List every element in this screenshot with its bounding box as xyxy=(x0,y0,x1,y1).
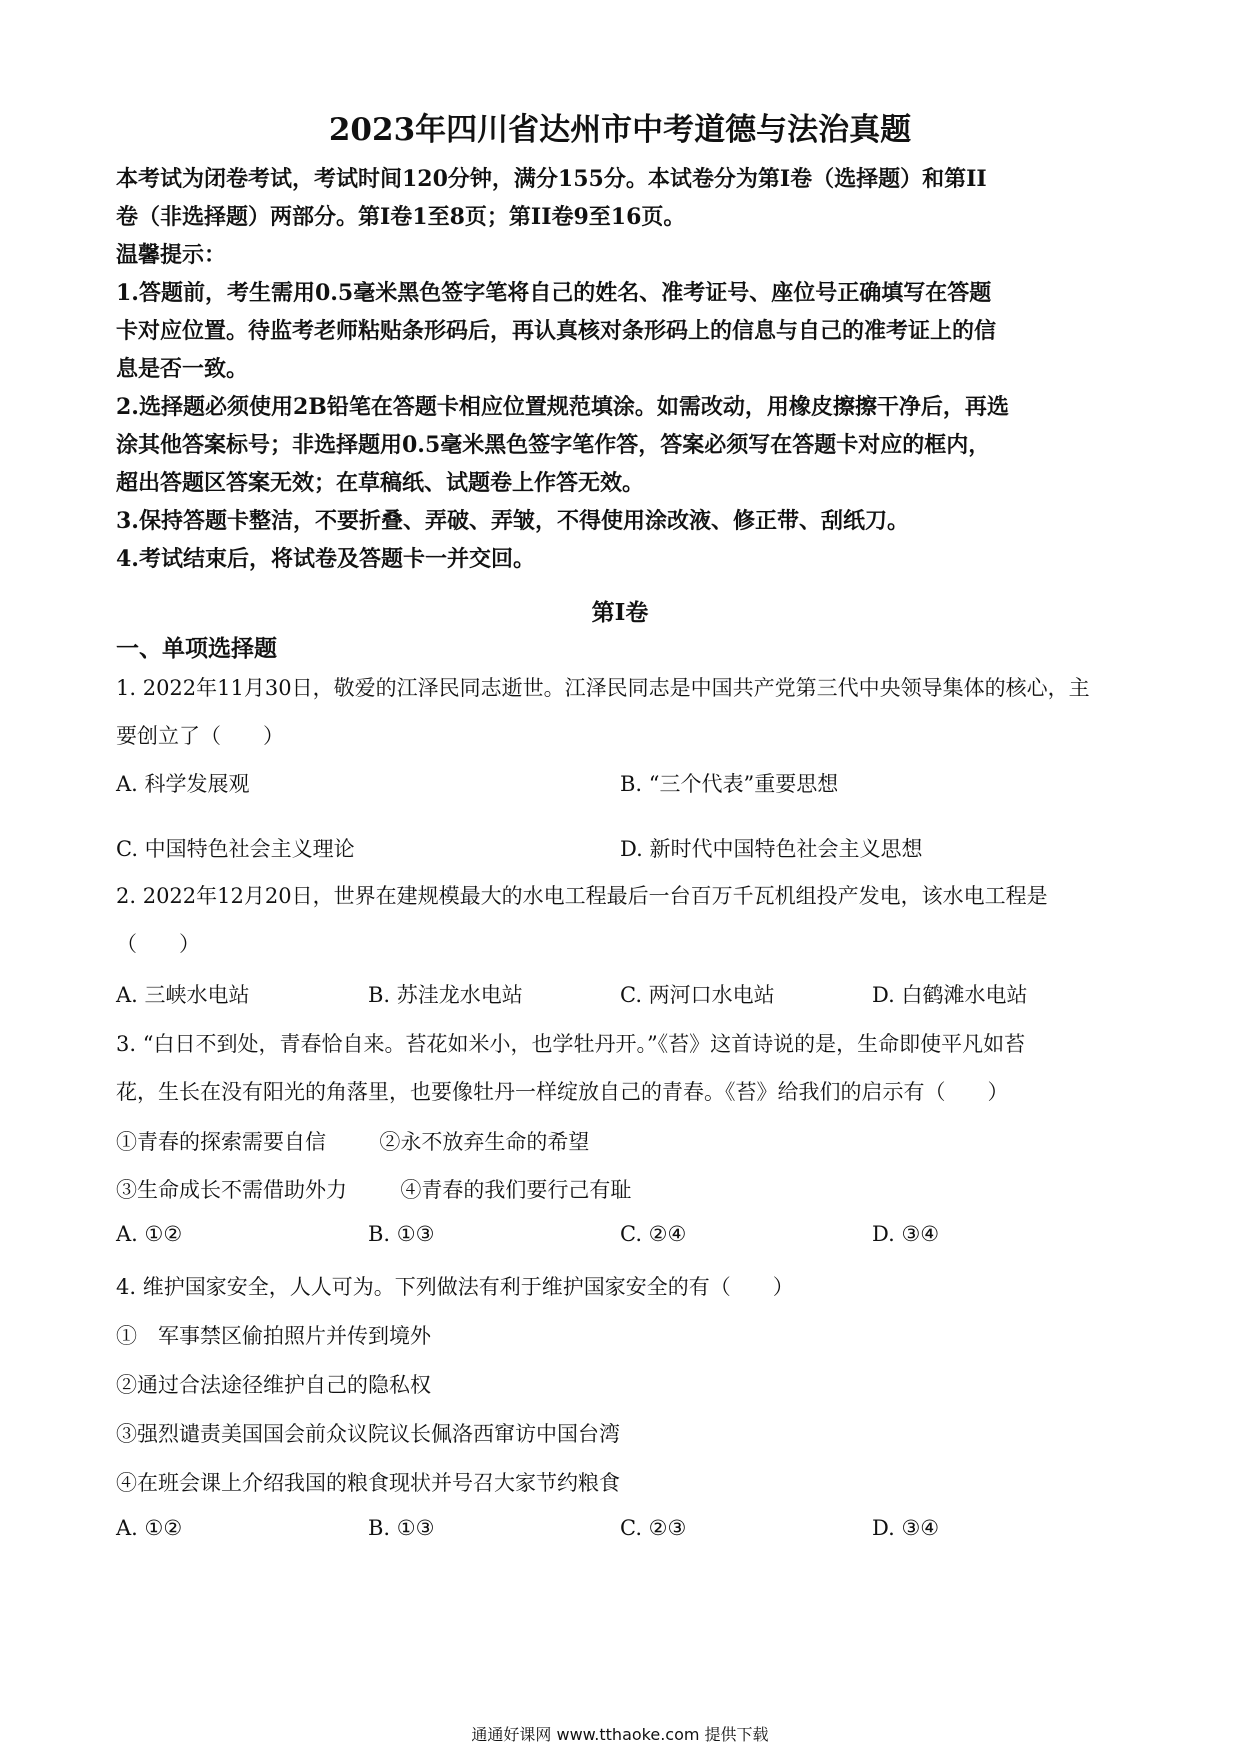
question-text: 1. 2022年11月30日，敬爱的江泽民同志逝世。江泽民同志是中国共产党第三代中央领导集体的核心，主 xyxy=(116,676,1090,700)
statement-3: ③强烈谴责美国国会前众议院议长佩洛西窜访中国台湾 xyxy=(116,1422,620,1446)
question-text: 要创立了（ ） xyxy=(116,724,284,748)
question-1-options-row-2 xyxy=(116,833,1136,873)
option-b: B. “三个代表”重要思想 xyxy=(620,772,839,796)
question-1-options-row-1 xyxy=(116,768,1136,808)
question-2 xyxy=(116,872,1136,968)
option-c: C. 中国特色社会主义理论 xyxy=(116,837,355,861)
question-text: 花，生长在没有阳光的角落里，也要像牡丹一样绽放自己的青春。《苔》给我们的启示有（ ） xyxy=(116,1080,1009,1104)
tip-line: 2.选择题必须使用2B铅笔在答题卡相应位置规范填涂。如需改动，用橡皮擦擦干净后，再选 xyxy=(116,394,1009,420)
option-a: A. 科学发展观 xyxy=(116,772,250,796)
question-4-options xyxy=(116,1516,1136,1556)
tip-line: 超出答题区答案无效；在草稿纸、试题卷上作答无效。 xyxy=(116,470,645,496)
option-d: D. 白鹤滩水电站 xyxy=(872,983,1028,1007)
footer-credit: 通通好课网 www.tthaoke.com 提供下载 xyxy=(471,1725,769,1744)
statement-2: ②永不放弃生命的希望 xyxy=(379,1130,590,1154)
tip-line: 4.考试结束后，将试卷及答题卡一并交回。 xyxy=(116,546,535,572)
statement-1: ①青春的探索需要自信 xyxy=(116,1130,326,1154)
option-a: A. 三峡水电站 xyxy=(116,983,250,1007)
question-text: （ ） xyxy=(116,932,200,956)
question-4-text: 4. 维护国家安全，人人可为。下列做法有利于维护国家安全的有（ ） xyxy=(116,1275,794,1299)
option-c: C. 两河口水电站 xyxy=(620,983,775,1007)
statement-row xyxy=(116,1126,589,1156)
option-c: C. ②③ xyxy=(620,1516,687,1540)
question-1 xyxy=(116,664,1136,760)
tip-line: 涂其他答案标号；非选择题用0.5毫米黑色签字笔作答，答案必须写在答题卡对应的框内， xyxy=(116,432,991,458)
option-d: D. ③④ xyxy=(872,1222,940,1246)
tip-line: 卡对应位置。待监考老师粘贴条形码后，再认真核对条形码上的信息与自己的准考证上的信 xyxy=(116,318,997,344)
exam-instructions xyxy=(116,160,1136,578)
section-title: 第I卷 xyxy=(591,599,649,626)
option-d: D. ③④ xyxy=(872,1516,940,1540)
statement-1: ① 军事禁区偷拍照片并传到境外 xyxy=(116,1324,431,1348)
exam-title: 2023年四川省达州市中考道德与法治真题 xyxy=(328,112,912,148)
question-2-options xyxy=(116,979,1136,1019)
part-title: 一、单项选择题 xyxy=(116,635,277,662)
option-c: C. ②④ xyxy=(620,1222,687,1246)
statement-2: ②通过合法途径维护自己的隐私权 xyxy=(116,1373,431,1397)
question-text: 2. 2022年12月20日，世界在建规模最大的水电工程最后一台百万千瓦机组投产发电，该水电工程是 xyxy=(116,884,1048,908)
option-b: B. ①③ xyxy=(368,1516,435,1540)
question-3 xyxy=(116,1020,1136,1116)
question-3-options xyxy=(116,1222,1136,1262)
option-d: D. 新时代中国特色社会主义思想 xyxy=(620,837,923,861)
instruction-line: 卷（非选择题）两部分。第I卷1至8页；第II卷9至16页。 xyxy=(116,204,686,230)
instruction-line: 本考试为闭卷考试，考试时间120分钟，满分155分。本试卷分为第I卷（选择题）和第II xyxy=(116,166,987,192)
statement-3: ③生命成长不需借助外力 xyxy=(116,1178,347,1202)
option-a: A. ①② xyxy=(116,1222,183,1246)
tip-line: 1.答题前，考生需用0.5毫米黑色签字笔将自己的姓名、准考证号、座位号正确填写在答题 xyxy=(116,280,992,306)
question-text: 3. “白日不到处，青春恰自来。苔花如米小，也学牡丹开。”《苔》这首诗说的是，生命即使平凡如苔 xyxy=(116,1032,1026,1056)
tip-line: 息是否一致。 xyxy=(116,356,249,382)
statement-4: ④青春的我们要行己有耻 xyxy=(400,1178,632,1202)
option-b: B. 苏洼龙水电站 xyxy=(368,983,523,1007)
tip-heading: 温馨提示： xyxy=(116,242,227,268)
statement-4: ④在班会课上介绍我国的粮食现状并号召大家节约粮食 xyxy=(116,1471,620,1495)
option-b: B. ①③ xyxy=(368,1222,435,1246)
option-a: A. ①② xyxy=(116,1516,183,1540)
tip-line: 3.保持答题卡整洁，不要折叠、弄破、弄皱，不得使用涂改液、修正带、刮纸刀。 xyxy=(116,508,909,534)
statement-row xyxy=(116,1174,631,1204)
